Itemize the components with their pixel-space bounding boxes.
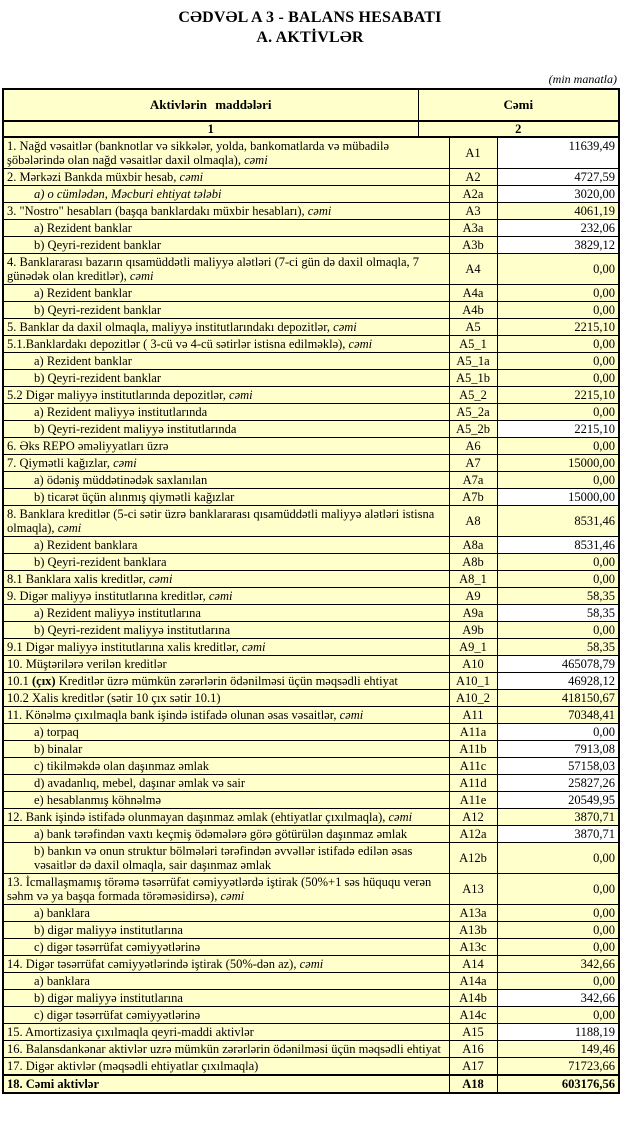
- row-value: 0,00: [497, 302, 619, 319]
- table-row: [3, 489, 619, 506]
- table-row: [3, 336, 619, 353]
- row-label: 2. Mərkəzi Bankda müxbir hesab, cəmi: [3, 169, 449, 186]
- table-row: [3, 506, 619, 537]
- row-value: 25827,26: [497, 775, 619, 792]
- row-value: 11639,49: [497, 137, 619, 169]
- row-code: A13c: [449, 939, 497, 956]
- row-label: e) hesablanmış köhnəlmə: [3, 792, 449, 809]
- row-code: A11e: [449, 792, 497, 809]
- row-code: A5_2: [449, 387, 497, 404]
- row-label: 17. Digər aktivlər (məqsədli ehtiyatlar çıxılmaqla): [3, 1058, 449, 1076]
- table-row: [3, 370, 619, 387]
- row-code: A13: [449, 874, 497, 905]
- row-code: A10_1: [449, 673, 497, 690]
- row-code: A10_2: [449, 690, 497, 707]
- row-label: 6. Əks REPO əməliyyatları üzrə: [3, 438, 449, 455]
- row-value: 465078,79: [497, 656, 619, 673]
- row-code: A4a: [449, 285, 497, 302]
- table-row: [3, 775, 619, 792]
- row-code: A1: [449, 137, 497, 169]
- row-value: 0,00: [497, 336, 619, 353]
- row-value: 3020,00: [497, 186, 619, 203]
- row-code: A11: [449, 707, 497, 724]
- row-value: 58,35: [497, 605, 619, 622]
- row-code: A8b: [449, 554, 497, 571]
- row-value: 8531,46: [497, 537, 619, 554]
- row-value: 0,00: [497, 874, 619, 905]
- row-value: 2215,10: [497, 387, 619, 404]
- table-row: [3, 319, 619, 336]
- table-row: [3, 186, 619, 203]
- row-value: 4061,19: [497, 203, 619, 220]
- row-label: b) Qeyri-rezident maliyyə institutlarında: [3, 421, 449, 438]
- row-code: A11d: [449, 775, 497, 792]
- row-value: 4727,59: [497, 169, 619, 186]
- table-row: [3, 137, 619, 169]
- row-code: A3b: [449, 237, 497, 254]
- row-value: 0,00: [497, 905, 619, 922]
- row-value: 15000,00: [497, 489, 619, 506]
- row-value: 0,00: [497, 939, 619, 956]
- row-value: 0,00: [497, 438, 619, 455]
- row-code: A14a: [449, 973, 497, 990]
- table-body: [3, 137, 619, 1093]
- row-value: 342,66: [497, 990, 619, 1007]
- row-value: 0,00: [497, 922, 619, 939]
- row-label: 10.2 Xalis kreditlər (sətir 10 çıx sətir 10.1): [3, 690, 449, 707]
- row-label: b) Qeyri-rezident banklar: [3, 302, 449, 319]
- row-code: A3: [449, 203, 497, 220]
- row-value: 1188,19: [497, 1024, 619, 1041]
- row-value: 0,00: [497, 843, 619, 874]
- table-row: [3, 254, 619, 285]
- table-row: [3, 302, 619, 319]
- row-label: d) avadanlıq, mebel, daşınar əmlak və sair: [3, 775, 449, 792]
- row-label: a) ödəniş müddətinədək saxlanılan: [3, 472, 449, 489]
- table-row: [3, 1041, 619, 1058]
- table-row: [3, 237, 619, 254]
- column-number-2: 2: [418, 121, 619, 137]
- row-code: A9b: [449, 622, 497, 639]
- table-row: [3, 1058, 619, 1076]
- unit-note: (min manatla): [548, 72, 617, 86]
- table-row: [3, 220, 619, 237]
- row-value: 58,35: [497, 588, 619, 605]
- row-value: 149,46: [497, 1041, 619, 1058]
- table-header-row: [3, 89, 619, 121]
- row-value: 15000,00: [497, 455, 619, 472]
- row-label: b) Qeyri-rezident maliyyə institutlarına: [3, 622, 449, 639]
- row-label: 18. Cəmi aktivlər: [3, 1075, 449, 1093]
- row-label: a) Rezident banklar: [3, 220, 449, 237]
- table-row: [3, 438, 619, 455]
- table-row: [3, 203, 619, 220]
- table-row: [3, 707, 619, 724]
- row-value: 46928,12: [497, 673, 619, 690]
- table-row: [3, 741, 619, 758]
- row-label: b) ticarət üçün alınmış qiymətli kağızlar: [3, 489, 449, 506]
- page-title: CƏDVƏL A 3 - BALANS HESABATI: [178, 9, 442, 26]
- table-row: [3, 554, 619, 571]
- row-code: A5_1b: [449, 370, 497, 387]
- row-label: b) binalar: [3, 741, 449, 758]
- table-row: [3, 874, 619, 905]
- row-value: 342,66: [497, 956, 619, 973]
- row-value: 0,00: [497, 353, 619, 370]
- row-label: 10. Müştərilərə verilən kreditlər: [3, 656, 449, 673]
- row-value: 0,00: [497, 622, 619, 639]
- row-value: 71723,66: [497, 1058, 619, 1076]
- row-code: A9: [449, 588, 497, 605]
- row-label: b) Qeyri-rezident banklar: [3, 370, 449, 387]
- row-label: b) digər maliyyə institutlarına: [3, 922, 449, 939]
- row-label: b) bankın və onun struktur bölmələri tərəfindən əvvəllər istifadə edilən əsas vəsaitlər də daxil olmaqla, sair daşınmaz əmlak: [3, 843, 449, 874]
- table-row: [3, 973, 619, 990]
- row-label: 1. Nağd vəsaitlər (banknotlar və sikkələr, yolda, bankomatlarda və mübadilə şöbələrində olan nağd vəsaitlər daxil olmaqla), cəmi: [3, 137, 449, 169]
- row-label: a) Rezident banklar: [3, 353, 449, 370]
- table-row: [3, 622, 619, 639]
- row-code: A13b: [449, 922, 497, 939]
- row-code: A17: [449, 1058, 497, 1076]
- table-row: [3, 990, 619, 1007]
- row-value: 58,35: [497, 639, 619, 656]
- row-value: 418150,67: [497, 690, 619, 707]
- page-subtitle: A. AKTİVLƏR: [256, 29, 364, 46]
- row-code: A4: [449, 254, 497, 285]
- table-row: [3, 826, 619, 843]
- row-label: 4. Banklararası bazarın qısamüddətli maliyyə alətləri (7-ci gün də daxil olmaqla, 7 günədək olan kreditlər), cəmi: [3, 254, 449, 285]
- row-code: A5_1a: [449, 353, 497, 370]
- row-code: A8a: [449, 537, 497, 554]
- table-row: [3, 537, 619, 554]
- row-value: 232,06: [497, 220, 619, 237]
- row-label: c) digər təsərrüfat cəmiyyətlərinə: [3, 939, 449, 956]
- table-row: [3, 285, 619, 302]
- row-code: A14b: [449, 990, 497, 1007]
- table-row: [3, 843, 619, 874]
- table-row: [3, 792, 619, 809]
- table-row: [3, 939, 619, 956]
- table-row: [3, 387, 619, 404]
- row-code: A7b: [449, 489, 497, 506]
- row-value: 0,00: [497, 571, 619, 588]
- row-value: 2215,10: [497, 421, 619, 438]
- row-value: 0,00: [497, 1007, 619, 1024]
- row-code: A15: [449, 1024, 497, 1041]
- table-row: [3, 922, 619, 939]
- row-code: A4b: [449, 302, 497, 319]
- row-code: A14c: [449, 1007, 497, 1024]
- row-label: 3. "Nostro" hesabları (başqa banklardakı müxbir hesabları), cəmi: [3, 203, 449, 220]
- row-code: A6: [449, 438, 497, 455]
- row-value: 0,00: [497, 472, 619, 489]
- column-number-1: 1: [3, 121, 418, 137]
- table-row: [3, 905, 619, 922]
- row-value: 70348,41: [497, 707, 619, 724]
- row-code: A9_1: [449, 639, 497, 656]
- table-row: [3, 571, 619, 588]
- table-row: [3, 673, 619, 690]
- column-number-row: [3, 121, 619, 137]
- row-label: a) Rezident maliyyə institutlarına: [3, 605, 449, 622]
- row-code: A12: [449, 809, 497, 826]
- row-value: 603176,56: [497, 1075, 619, 1093]
- row-label: 7. Qiymətli kağızlar, cəmi: [3, 455, 449, 472]
- row-code: A11b: [449, 741, 497, 758]
- row-label: 15. Amortizasiya çıxılmaqla qeyri-maddi aktivlər: [3, 1024, 449, 1041]
- table-row: [3, 404, 619, 421]
- row-code: A5_1: [449, 336, 497, 353]
- row-label: 10.1 (çıx) Kreditlər üzrə mümkün zərərlərin ödənilməsi üçün məqsədli ehtiyat: [3, 673, 449, 690]
- row-label: 13. İcmallaşmamış törəmə təsərrüfat cəmiyyətlərdə iştirak (50%+1 səs hüququ verən səhm və ya başqa formada törəməsidirsə), cəmi: [3, 874, 449, 905]
- row-label: b) Qeyri-rezident banklara: [3, 554, 449, 571]
- row-label: 8.1 Banklara xalis kreditlər, cəmi: [3, 571, 449, 588]
- header-total-label: Cəmi: [418, 89, 619, 121]
- row-code: A5_2b: [449, 421, 497, 438]
- row-value: 2215,10: [497, 319, 619, 336]
- row-label: a) Rezident banklara: [3, 537, 449, 554]
- table-row: [3, 1007, 619, 1024]
- row-label: 16. Balansdankənar aktivlər uzrə mümkün zərərlərin ödənilməsi üçün məqsədli ehtiyat: [3, 1041, 449, 1058]
- row-value: 3829,12: [497, 237, 619, 254]
- row-value: 0,00: [497, 285, 619, 302]
- row-label: c) digər təsərrüfat cəmiyyətlərinə: [3, 1007, 449, 1024]
- row-value: 57158,03: [497, 758, 619, 775]
- table-row: [3, 605, 619, 622]
- row-code: A13a: [449, 905, 497, 922]
- row-code: A12b: [449, 843, 497, 874]
- balance-table: [2, 88, 620, 1094]
- table-row: [3, 169, 619, 186]
- row-code: A16: [449, 1041, 497, 1058]
- row-code: A7: [449, 455, 497, 472]
- row-value: 0,00: [497, 254, 619, 285]
- row-label: 5.1.Banklardakı depozitlər ( 3-cü və 4-cü sətirlər istisna edilməklə), cəmi: [3, 336, 449, 353]
- table-row: [3, 1024, 619, 1041]
- table-row: [3, 656, 619, 673]
- row-code: A7a: [449, 472, 497, 489]
- table-row: [3, 724, 619, 741]
- table-row: [3, 639, 619, 656]
- row-value: 0,00: [497, 724, 619, 741]
- row-label: a) banklara: [3, 973, 449, 990]
- header-items-label: Aktivlərin maddələri: [3, 89, 418, 121]
- row-value: 0,00: [497, 973, 619, 990]
- row-value: 0,00: [497, 404, 619, 421]
- row-label: a) banklara: [3, 905, 449, 922]
- row-value: 3870,71: [497, 809, 619, 826]
- row-code: A8_1: [449, 571, 497, 588]
- table-row: [3, 956, 619, 973]
- table-row: [3, 588, 619, 605]
- row-code: A18: [449, 1075, 497, 1093]
- table-row: [3, 1075, 619, 1093]
- table-row: [3, 690, 619, 707]
- row-code: A3a: [449, 220, 497, 237]
- row-label: a) Rezident maliyyə institutlarında: [3, 404, 449, 421]
- row-code: A2: [449, 169, 497, 186]
- table-row: [3, 353, 619, 370]
- table-row: [3, 421, 619, 438]
- table-row: [3, 472, 619, 489]
- row-code: A10: [449, 656, 497, 673]
- row-label: 8. Banklara kreditlər (5-ci sətir üzrə banklararası qısamüddətli maliyyə alətləri istisna olmaqla), cəmi: [3, 506, 449, 537]
- row-label: b) digər maliyyə institutlarına: [3, 990, 449, 1007]
- table-row: [3, 455, 619, 472]
- row-label: 9. Digər maliyyə institutlarına kreditlər, cəmi: [3, 588, 449, 605]
- row-label: c) tikilməkdə olan daşınmaz əmlak: [3, 758, 449, 775]
- row-value: 0,00: [497, 370, 619, 387]
- row-label: a) bank tərəfindən vaxtı keçmiş ödəmələrə görə götürülən daşınmaz əmlak: [3, 826, 449, 843]
- row-label: 12. Bank işində istifadə olunmayan daşınmaz əmlak (ehtiyatlar çıxılmaqla), cəmi: [3, 809, 449, 826]
- title-block: [2, 8, 618, 48]
- row-value: 7913,08: [497, 741, 619, 758]
- row-code: A14: [449, 956, 497, 973]
- table-row: [3, 809, 619, 826]
- row-label: a) o cümlədən, Məcburi ehtiyat tələbi: [3, 186, 449, 203]
- row-value: 8531,46: [497, 506, 619, 537]
- row-label: a) torpaq: [3, 724, 449, 741]
- table-row: [3, 758, 619, 775]
- row-code: A11c: [449, 758, 497, 775]
- row-label: 5.2 Digər maliyyə institutlarında depozitlər, cəmi: [3, 387, 449, 404]
- row-code: A8: [449, 506, 497, 537]
- row-label: 11. Könəlmə çıxılmaqla bank işində istifadə olunan əsas vəsaitlər, cəmi: [3, 707, 449, 724]
- row-value: 0,00: [497, 554, 619, 571]
- row-label: a) Rezident banklar: [3, 285, 449, 302]
- row-code: A12a: [449, 826, 497, 843]
- row-code: A5_2a: [449, 404, 497, 421]
- row-code: A2a: [449, 186, 497, 203]
- row-label: 14. Digər təsərrüfat cəmiyyətlərində iştirak (50%-dən az), cəmi: [3, 956, 449, 973]
- row-label: 5. Banklar da daxil olmaqla, maliyyə institutlarındakı depozitlər, cəmi: [3, 319, 449, 336]
- row-label: b) Qeyri-rezident banklar: [3, 237, 449, 254]
- row-code: A9a: [449, 605, 497, 622]
- row-value: 3870,71: [497, 826, 619, 843]
- row-code: A11a: [449, 724, 497, 741]
- row-code: A5: [449, 319, 497, 336]
- row-value: 20549,95: [497, 792, 619, 809]
- row-label: 9.1 Digər maliyyə institutlarına xalis kreditlər, cəmi: [3, 639, 449, 656]
